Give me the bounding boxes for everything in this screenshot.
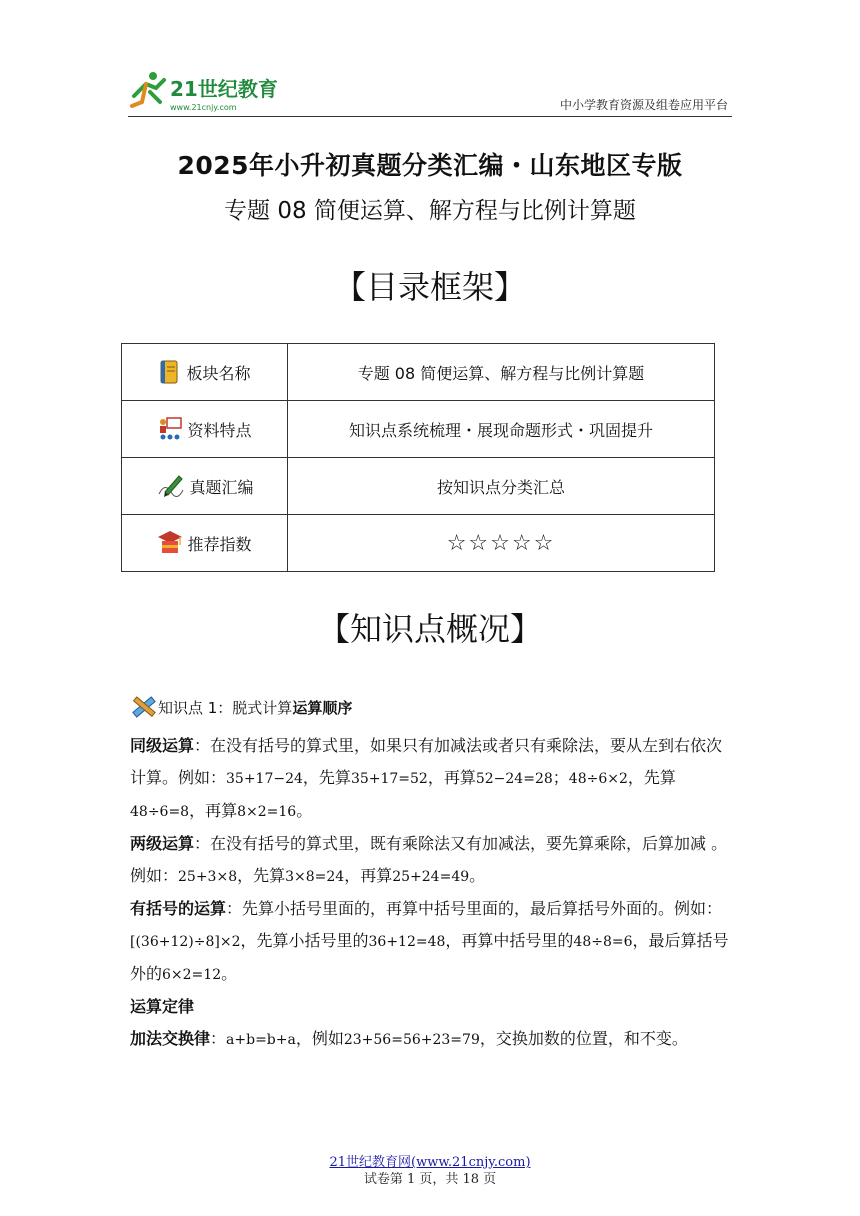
paragraph-brackets: 有括号的运算：先算小括号里面的，再算中括号里面的，最后算括号外面的。例如：[(36+12)÷8]×2，先算小括号里的36+12=48，再算中括号里的48÷8=6，最后算括号外的6×2=12。 xyxy=(130,899,729,983)
knowledge-point-prefix: 知识点 1：脱式计算 xyxy=(158,698,293,717)
table-row xyxy=(122,344,715,401)
paragraph-two-level: 两级运算：在没有括号的算式里，既有乘除法又有加减法，要先算乘除，后算加减 。例如：25+3×8，先算3×8=24，再算25+24=49。 xyxy=(130,834,728,885)
table-key: 资料特点 xyxy=(187,420,252,440)
table-key: 板块名称 xyxy=(186,363,251,383)
graduation-cap-icon xyxy=(157,529,183,557)
section-heading-toc: 【目录框架】 xyxy=(333,268,526,306)
body-text xyxy=(130,730,730,1056)
page-header xyxy=(128,66,732,116)
rating-stars: ☆☆☆☆☆ xyxy=(446,530,556,556)
paragraph-commutative: 加法交换律：a+b=b+a，例如23+56=56+23=79，交换加数的位置，和不变。 xyxy=(130,1029,688,1048)
knowledge-point-bold: 运算顺序 xyxy=(292,698,353,717)
teacher-icon xyxy=(157,416,183,442)
page-number: 试卷第 1 页，共 18 页 xyxy=(363,1172,497,1187)
knowledge-point-heading xyxy=(130,694,352,720)
book-icon xyxy=(158,359,182,385)
table-row xyxy=(122,458,715,515)
ruler-pencil-icon xyxy=(130,694,158,720)
info-table xyxy=(121,343,715,572)
page-title: 2025年小升初真题分类汇编・山东地区专版 xyxy=(177,151,683,180)
logo-url: www.21cnjy.com xyxy=(170,103,237,112)
table-key: 真题汇编 xyxy=(189,477,254,497)
section-heading-overview: 【知识点概况】 xyxy=(317,610,542,648)
table-row xyxy=(122,401,715,458)
table-value: 按知识点分类汇总 xyxy=(288,458,715,515)
header-divider xyxy=(128,116,732,117)
paragraph-same-level: 同级运算：在没有括号的算式里，如果只有加减法或者只有乘除法，要从左到右依次计算。例如：35+17−24，先算35+17=52，再算52−24=28；48÷6×2，先算48÷6=8，再算8×2=16。 xyxy=(130,736,723,820)
platform-text: 中小学教育资源及组卷应用平台 xyxy=(559,98,728,112)
footer-link[interactable]: 21世纪教育网(www.21cnjy.com) xyxy=(329,1155,531,1170)
pen-icon xyxy=(155,472,185,500)
table-row xyxy=(122,515,715,572)
table-value: 知识点系统梳理・展现命题形式・巩固提升 xyxy=(288,401,715,458)
paragraph-laws-heading: 运算定律 xyxy=(130,997,195,1016)
table-value: 专题 08 简便运算、解方程与比例计算题 xyxy=(288,344,715,401)
logo-icon xyxy=(128,66,278,116)
page-subtitle: 专题 08 简便运算、解方程与比例计算题 xyxy=(224,198,636,224)
table-key: 推荐指数 xyxy=(187,534,252,554)
logo-text: 21世纪教育 xyxy=(170,77,278,101)
